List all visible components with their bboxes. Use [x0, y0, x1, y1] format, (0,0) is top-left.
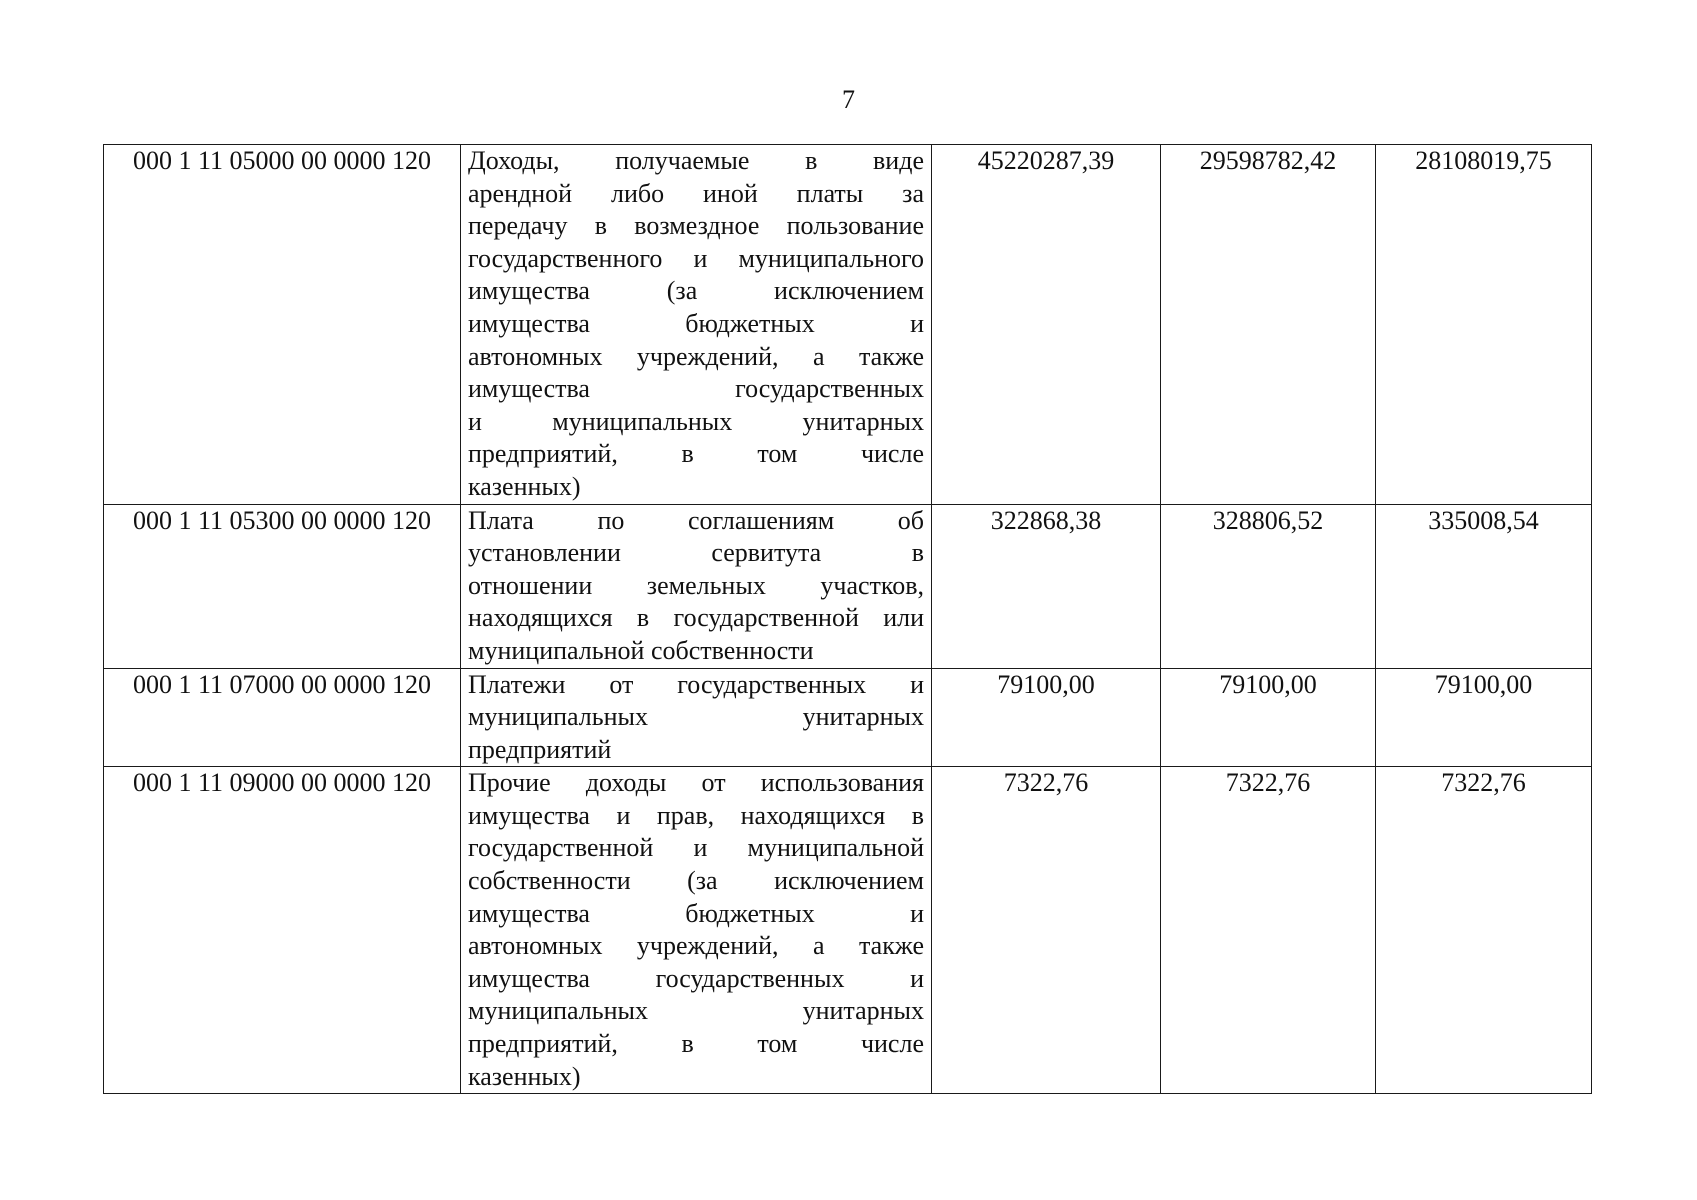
table-row	[104, 504, 1592, 668]
description-cell	[461, 767, 932, 1094]
table-row	[104, 668, 1592, 767]
amount-cell: 28108019,75	[1376, 145, 1592, 505]
amount-cell: 79100,00	[932, 668, 1161, 767]
description-line: предприятий, в том числе	[468, 439, 924, 469]
description-line: автономных учреждений, а также	[468, 931, 924, 961]
description-line: Платежи от государственных и	[468, 669, 924, 699]
description-line: имущества бюджетных и	[468, 308, 924, 338]
budget-code-cell: 000 1 11 05000 00 0000 120	[104, 145, 461, 505]
description-line: казенных)	[468, 471, 581, 501]
description-line: и муниципальных унитарных	[468, 406, 924, 436]
description-line: имущества государственных	[468, 374, 924, 404]
description-line: находящихся в государственной или	[468, 603, 924, 633]
description-line: отношении земельных участков,	[468, 570, 924, 600]
amount-cell: 7322,76	[1161, 767, 1376, 1094]
amount-cell: 79100,00	[1376, 668, 1592, 767]
description-line: предприятий, в том числе	[468, 1029, 924, 1059]
amount-cell: 45220287,39	[932, 145, 1161, 505]
amount-cell: 7322,76	[932, 767, 1161, 1094]
description-line: государственного и муниципального	[468, 243, 924, 273]
revenue-table	[103, 144, 1592, 1094]
budget-code-cell: 000 1 11 09000 00 0000 120	[104, 767, 461, 1094]
description-line: государственной и муниципальной	[468, 833, 924, 863]
description-line: муниципальных унитарных	[468, 702, 924, 732]
table-row	[104, 145, 1592, 505]
description-line: предприятий	[468, 734, 612, 764]
description-line: муниципальной собственности	[468, 635, 814, 665]
description-line: установлении сервитута в	[468, 538, 924, 568]
amount-cell: 7322,76	[1376, 767, 1592, 1094]
amount-cell: 79100,00	[1161, 668, 1376, 767]
budget-code-cell: 000 1 11 07000 00 0000 120	[104, 668, 461, 767]
description-line: передачу в возмездное пользование	[468, 211, 924, 241]
description-cell	[461, 145, 932, 505]
description-line: Плата по соглашениям об	[468, 505, 924, 535]
page-number: 7	[842, 85, 855, 114]
description-line: Доходы, получаемые в виде	[468, 146, 924, 175]
description-line: муниципальных унитарных	[468, 996, 924, 1026]
description-line: казенных)	[468, 1061, 581, 1091]
description-cell	[461, 668, 932, 767]
description-line: арендной либо иной платы за	[468, 178, 924, 208]
description-line: имущества бюджетных и	[468, 898, 924, 928]
description-line: имущества государственных и	[468, 963, 924, 993]
amount-cell: 335008,54	[1376, 504, 1592, 668]
budget-code-cell: 000 1 11 05300 00 0000 120	[104, 504, 461, 668]
description-line: Прочие доходы от использования	[468, 768, 924, 798]
description-line: имущества и прав, находящихся в	[468, 800, 924, 830]
amount-cell: 328806,52	[1161, 504, 1376, 668]
description-cell	[461, 504, 932, 668]
description-line: имущества (за исключением	[468, 276, 924, 306]
description-line: автономных учреждений, а также	[468, 341, 924, 371]
table-row	[104, 767, 1592, 1094]
amount-cell: 29598782,42	[1161, 145, 1376, 505]
description-line: собственности (за исключением	[468, 866, 924, 896]
amount-cell: 322868,38	[932, 504, 1161, 668]
